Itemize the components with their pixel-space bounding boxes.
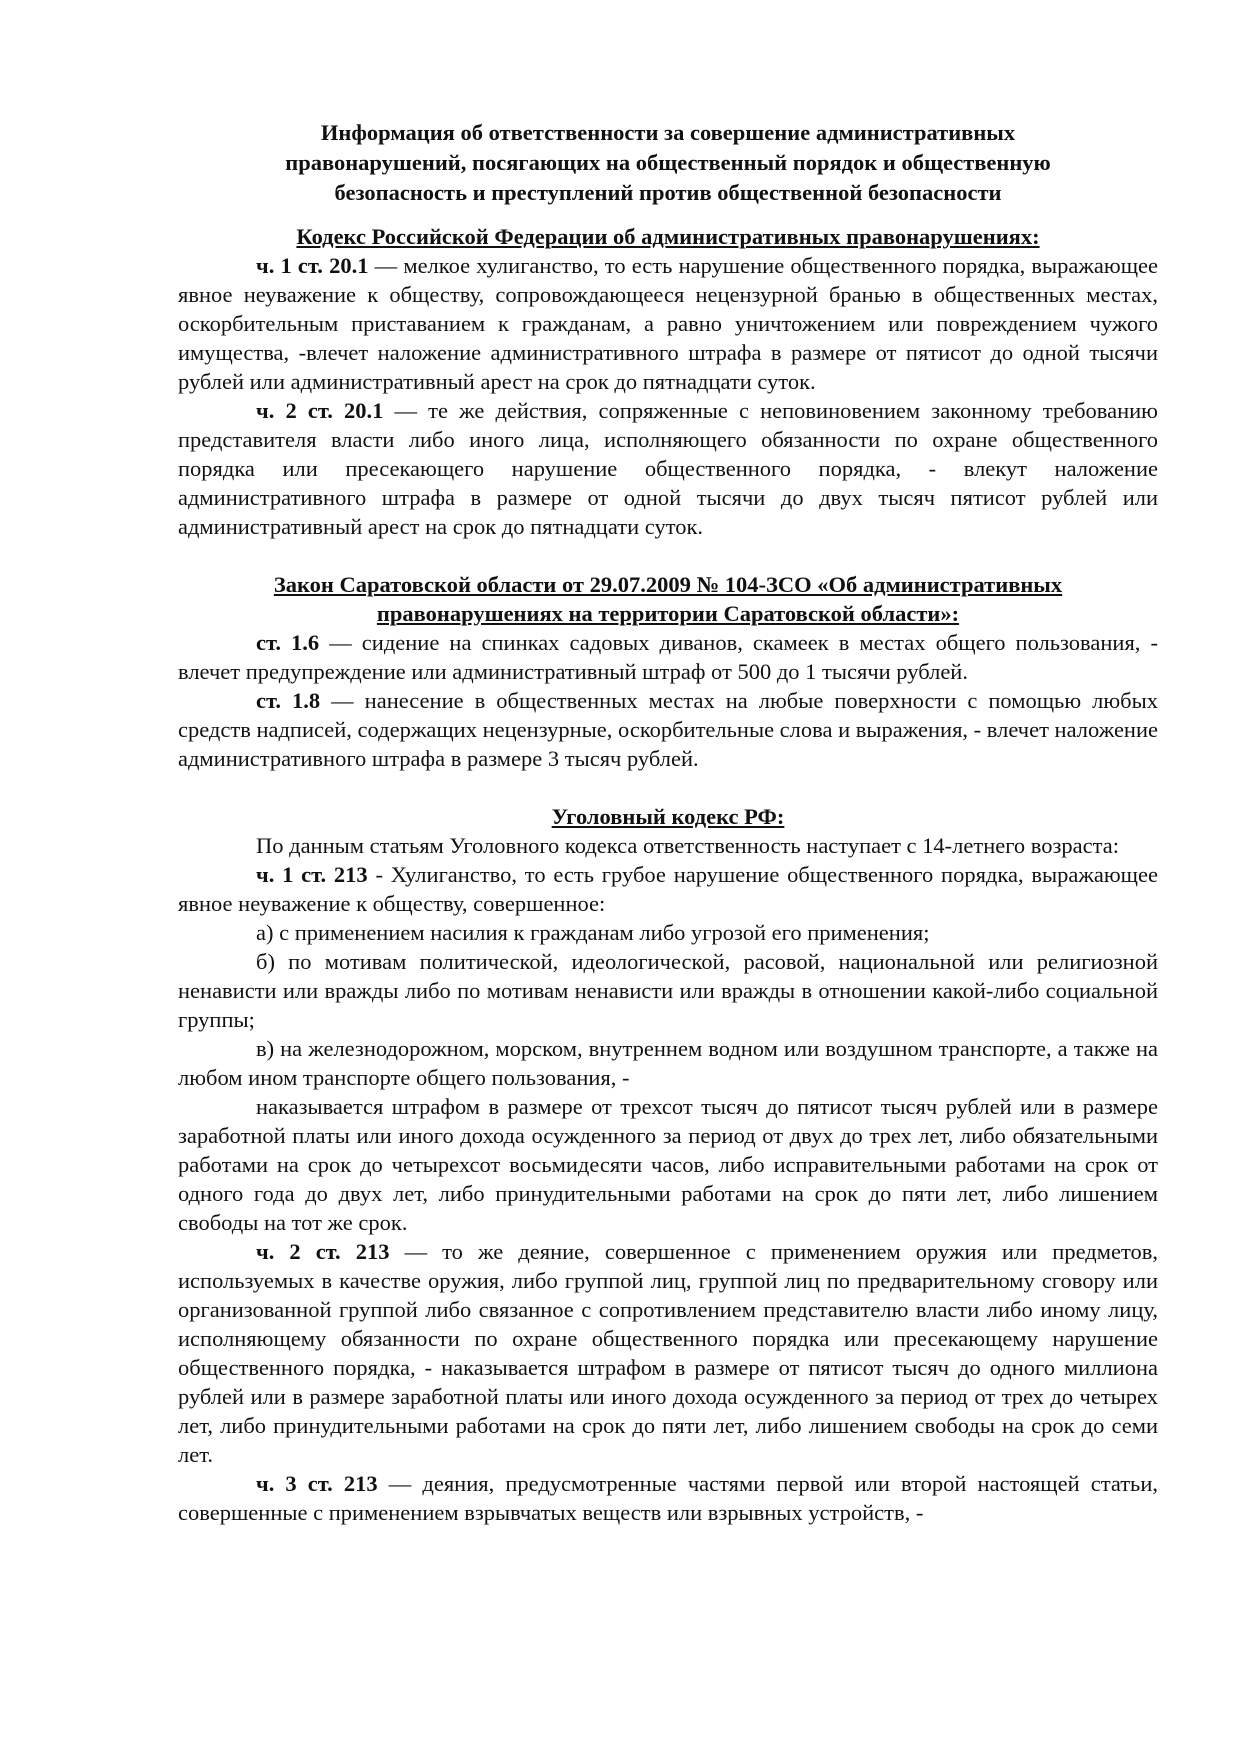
uk-article-213-part-1	[178, 860, 1158, 918]
article-ref: ст. 1.6	[256, 630, 320, 655]
saratov-article-1-8	[178, 686, 1158, 773]
koap-heading: Кодекс Российской Федерации об административных правонарушениях:	[296, 224, 1040, 249]
article-text: — то же деяние, совершенное с применением оружия или предметов, используемых в качестве оружия, либо группой лиц, группой лиц по предварительному сговору или организованной группой либо связанное с сопротивлением представителю власти либо иному лицу, исполняющему обязанности по охране общественного порядка или пресекающему нарушение общественного порядка, - наказывается штрафом в размере от пятисот тысяч до одного миллиона рублей или в размере заработной платы или иного дохода осужденного за период от трех до четырех лет, либо принудительными работами на срок до пяти лет, либо лишением свободы на срок до семи лет.	[178, 1239, 1158, 1467]
article-ref: ч. 2 ст. 20.1	[256, 398, 384, 423]
uk-item-v: в) на железнодорожном, морском, внутреннем водном или воздушном транспорте, а также на любом ином транспорте общего пользования, -	[178, 1036, 1158, 1090]
saratov-article-1-6	[178, 628, 1158, 686]
title-line-3: безопасность и преступлений против общественной безопасности	[334, 180, 1002, 205]
article-ref: ч. 3 ст. 213	[256, 1471, 378, 1496]
saratov-law-heading	[178, 570, 1158, 628]
uk-punishment: наказывается штрафом в размере от трехсот тысяч до пятисот тысяч рублей или в размере заработной платы или иного дохода осужденного за период от двух до трех лет, либо обязательными работами на срок до четырехсот восьмидесяти часов, либо исправительными работами на срок от одного года до двух лет, либо принудительными работами на срок до пяти лет, либо лишением свободы на тот же срок.	[178, 1094, 1158, 1235]
uk-article-213-part-3	[178, 1469, 1158, 1527]
title-line-1: Информация об ответственности за совершение административных	[320, 120, 1016, 145]
koap-article-20-1-part-2	[178, 396, 1158, 541]
uk-intro: По данным статьям Уголовного кодекса ответственность наступает с 14-летнего возраста:	[256, 833, 1119, 858]
article-text: - Хулиганство, то есть грубое нарушение общественного порядка, выражающее явное неуважение к обществу, совершенное:	[178, 862, 1158, 916]
uk-item-a: а) с применением насилия к гражданам либо угрозой его применения;	[256, 920, 930, 945]
article-text: — сидение на спинках садовых диванов, скамеек в местах общего пользования, - влечет предупреждение или административный штраф от 500 до 1 тысячи рублей.	[178, 630, 1158, 684]
article-text: — нанесение в общественных местах на любые поверхности с помощью любых средств надписей, содержащих нецензурные, оскорбительные слова и выражения, - влечет наложение административного штрафа в размере 3 тысяч рублей.	[178, 688, 1158, 771]
article-ref: ст. 1.8	[256, 688, 321, 713]
uk-heading: Уголовный кодекс РФ:	[551, 804, 785, 829]
section-spacer	[178, 541, 1158, 570]
title-line-2: правонарушений, посягающих на общественный порядок и общественную	[285, 150, 1051, 175]
document-page	[178, 118, 1158, 1527]
uk-item-b: б) по мотивам политической, идеологической, расовой, национальной или религиозной ненависти или вражды либо по мотивам ненависти или вражды в отношении какой-либо социальной группы;	[178, 949, 1158, 1032]
heading-line-1: Закон Саратовской области от 29.07.2009 № 104-ЗСО «Об административных	[273, 572, 1063, 597]
uk-article-213-part-2	[178, 1237, 1158, 1469]
koap-article-20-1-part-1	[178, 251, 1158, 396]
heading-line-2: правонарушениях на территории Саратовской области»:	[376, 601, 960, 626]
article-ref: ч. 1 ст. 213	[256, 862, 368, 887]
article-ref: ч. 1 ст. 20.1	[256, 253, 369, 278]
article-text: — те же действия, сопряженные с неповиновением законному требованию представителя власти либо иного лица, исполняющего обязанности по охране общественного порядка или пресекающего нарушение общественного порядка, - влекут наложение административного штрафа в размере от одной тысячи до двух тысяч пятисот рублей или административный арест на срок до пятнадцати суток.	[178, 398, 1158, 539]
section-spacer	[178, 773, 1158, 802]
article-ref: ч. 2 ст. 213	[256, 1239, 390, 1264]
document-title	[178, 118, 1158, 208]
article-text: — мелкое хулиганство, то есть нарушение общественного порядка, выражающее явное неуважение к обществу, сопровождающееся нецензурной бранью в общественных местах, оскорбительным приставанием к гражданам, а равно уничтожением или повреждением чужого имущества, -влечет наложение административного штрафа в размере от пятисот до одной тысячи рублей или административный арест на срок до пятнадцати суток.	[178, 253, 1158, 394]
article-text: — деяния, предусмотренные частями первой или второй настоящей статьи, совершенные с применением взрывчатых веществ или взрывных устройств, -	[178, 1471, 1158, 1525]
